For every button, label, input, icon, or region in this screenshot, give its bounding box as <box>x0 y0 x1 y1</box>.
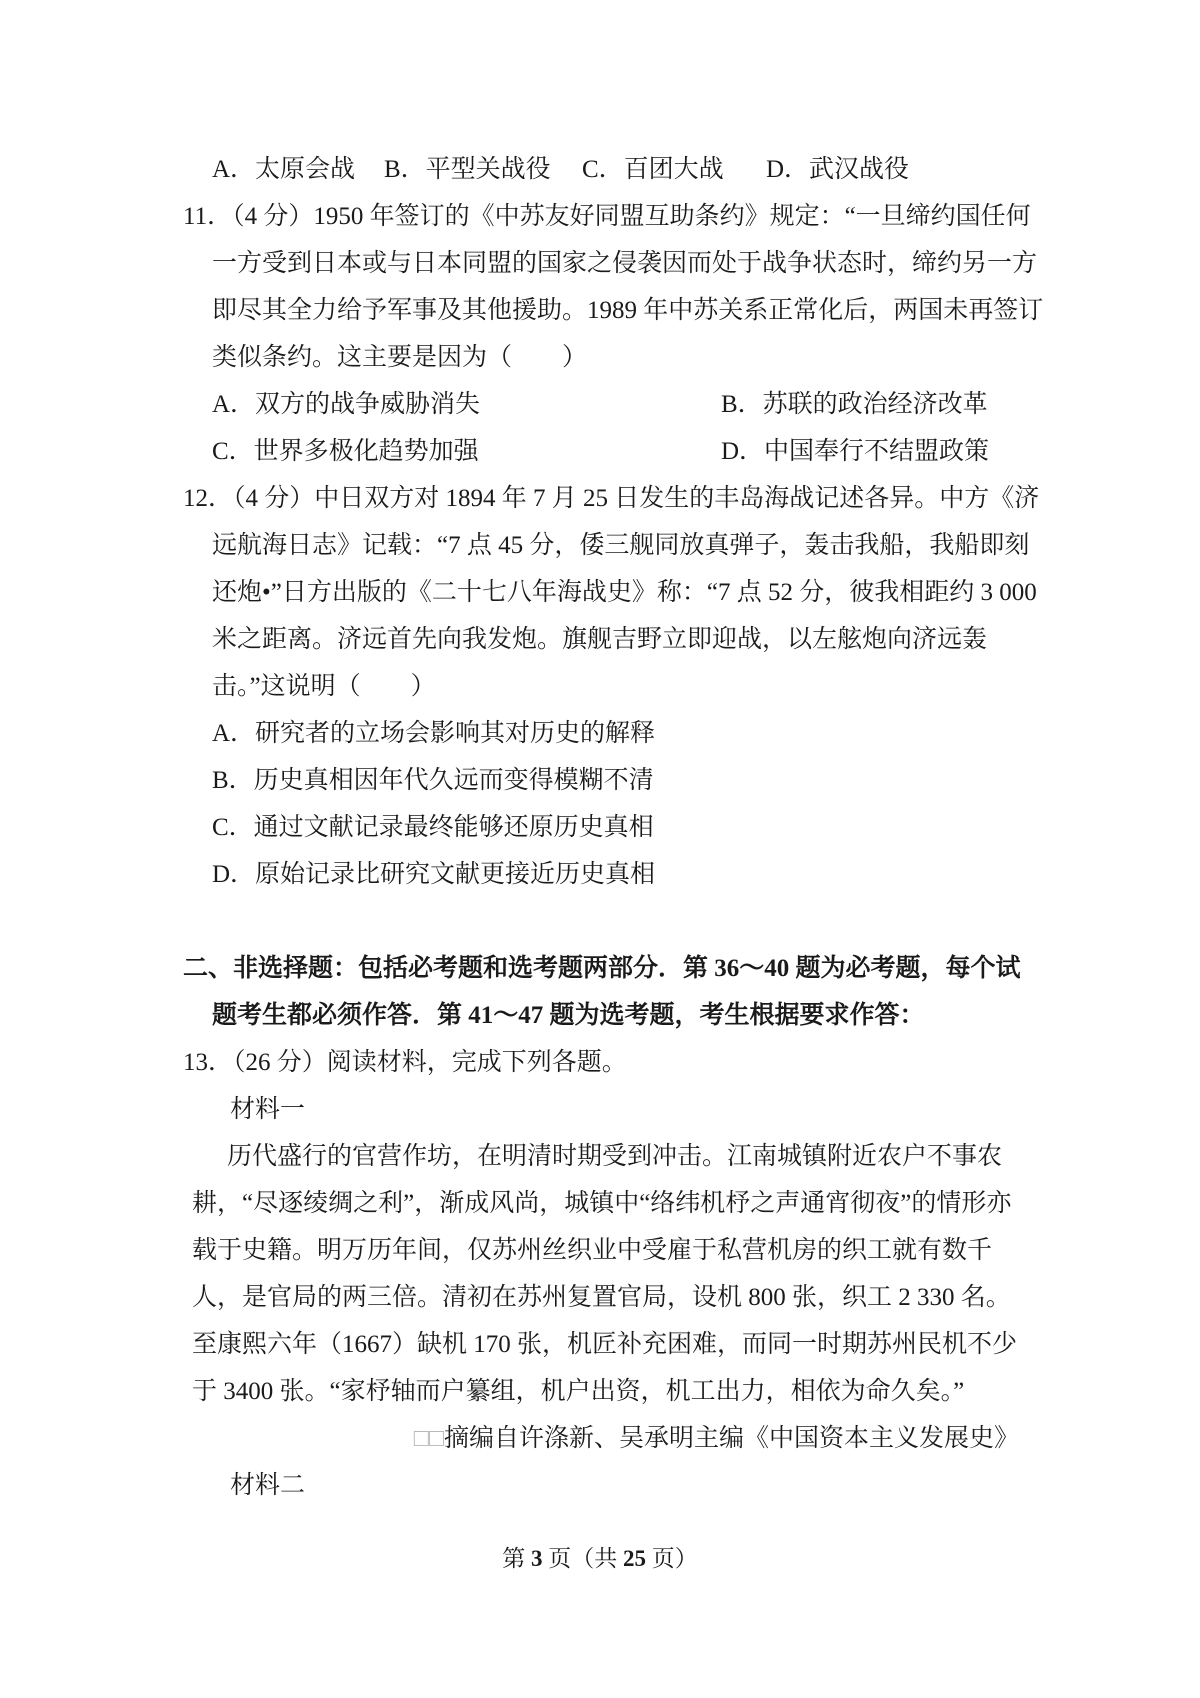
option-row <box>212 146 1043 193</box>
continuation-line: 一方受到日本或与日本同盟的国家之侵袭因而处于战争状态时，缔约另一方 <box>212 250 1038 277</box>
material-body-line: 载于史籍。明万历年间，仅苏州丝织业中受雇于私营机房的织工就有数千 <box>192 1237 993 1264</box>
option-single-line: B．历史真相因年代久远而变得模糊不清 <box>212 767 654 794</box>
question-line: 13．（26 分）阅读材料，完成下列各题。 <box>183 1049 627 1076</box>
continuation-line: 击。”这说明（ ） <box>212 673 436 700</box>
continuation-line: 还炮•”日方出版的《二十七八年海战史》称：“7 点 52 分，彼我相距约 3 000 <box>212 579 1037 606</box>
material-body-line: 耕，“尽逐绫绸之利”，渐成风尚，城镇中“络纬机杼之声通宵彻夜”的情形亦 <box>192 1190 1012 1217</box>
option-row <box>212 428 1043 475</box>
option-item: C．百团大战 <box>582 156 724 183</box>
material-body-line: 至康熙六年（1667）缺机 170 张，机匠补充困难，而同一时期苏州民机不少 <box>192 1331 1018 1358</box>
question-line: 12．（4 分）中日双方对 1894 年 7 月 25 日发生的丰岛海战记述各异。中方《济 <box>183 485 1040 512</box>
option-single-line: C．通过文献记录最终能够还原历史真相 <box>212 814 654 841</box>
attribution-text: 摘编自许涤新、吴承明主编《中国资本主义发展史》 <box>443 1425 1019 1452</box>
section-heading-cont-line: 题考生都必须作答．第 41～47 题为选考题，考生根据要求作答： <box>212 1002 925 1029</box>
exam-content <box>183 146 1043 1509</box>
material-body-line: 人，是官局的两三倍。清初在苏州复置官局，设机 800 张，织工 2 330 名。 <box>192 1284 1011 1311</box>
footer-text: 页） <box>646 1546 698 1571</box>
continuation-line: 远航海日志》记载：“7 点 45 分，倭三舰同放真弹子，轰击我船，我船即刻 <box>212 532 1030 559</box>
material-first-line: 历代盛行的官营作坊，在明清时期受到冲击。江南城镇附近农户不事农 <box>227 1143 1003 1170</box>
footer-text: 页（共 <box>542 1546 623 1571</box>
option-item: B．平型关战役 <box>384 156 551 183</box>
page-number: 3 <box>531 1546 543 1571</box>
material-body-line: 于 3400 张。“家杼轴而户纂组，机户出资，机工出力，相依为命久矣。” <box>192 1378 965 1405</box>
continuation-line: 米之距离。济远首先向我发炮。旗舰吉野立即迎战，以左舷炮向济远轰 <box>212 626 988 653</box>
placeholder-box-glyphs: □□ <box>413 1425 444 1452</box>
option-item: D．中国奉行不结盟政策 <box>721 438 990 465</box>
option-item: C．世界多极化趋势加强 <box>212 438 479 465</box>
question-line: 11．（4 分）1950 年签订的《中苏友好同盟互助条约》规定：“一旦缔约国任何 <box>183 203 1031 230</box>
option-item: B．苏联的政治经济改革 <box>721 391 988 418</box>
option-item: D．武汉战役 <box>766 156 910 183</box>
option-row <box>212 381 1043 428</box>
material-label-line: 材料二 <box>230 1472 306 1499</box>
blank-line <box>183 898 1043 945</box>
option-item: A．双方的战争威胁消失 <box>212 391 481 418</box>
option-item: A．太原会战 <box>212 156 356 183</box>
attribution-line <box>183 1415 1043 1462</box>
option-single-line: A．研究者的立场会影响其对历史的解释 <box>212 720 656 747</box>
material-label-line: 材料一 <box>230 1096 306 1123</box>
section-heading-line: 二、非选择题：包括必考题和选考题两部分．第 36～40 题为必考题，每个试 <box>183 955 1021 982</box>
page-number: 25 <box>623 1546 646 1571</box>
continuation-line: 即尽其全力给予军事及其他援助。1989 年中苏关系正常化后，两国未再签订 <box>212 297 1044 324</box>
option-single-line: D．原始记录比研究文献更接近历史真相 <box>212 861 656 888</box>
footer-text: 第 <box>502 1546 531 1571</box>
continuation-line: 类似条约。这主要是因为（ ） <box>212 344 588 371</box>
page-footer <box>0 1544 1200 1574</box>
